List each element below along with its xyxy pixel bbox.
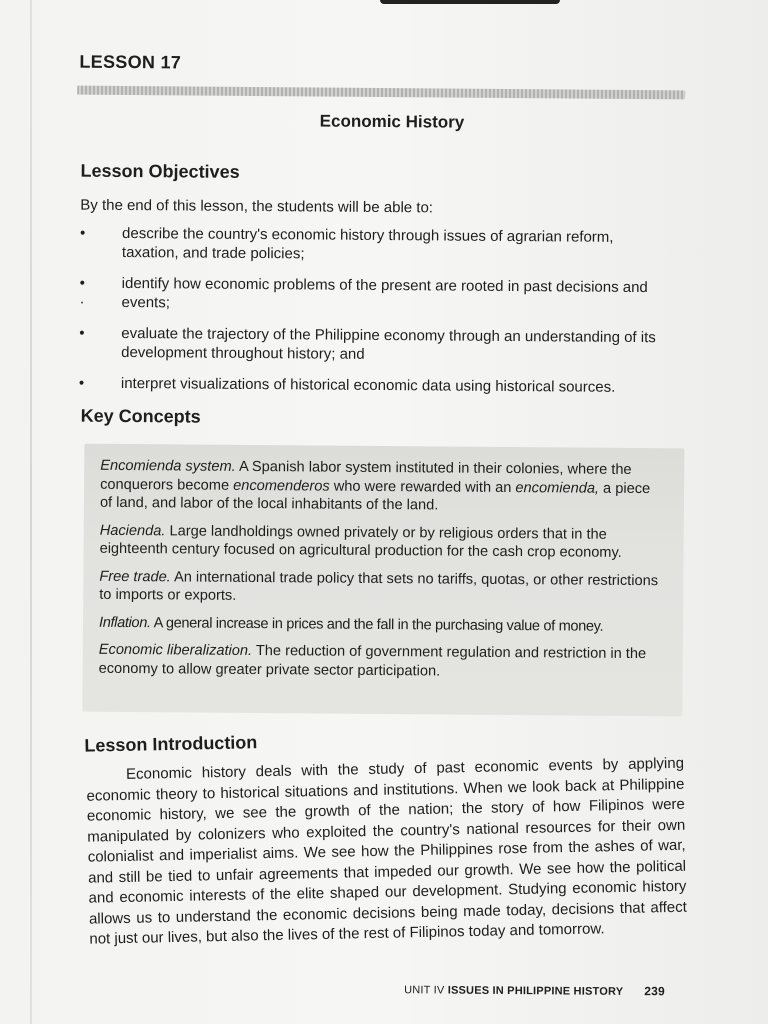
objectives-intro: By the end of this lesson, the students will be able to: [80, 196, 434, 217]
bullet: • · [79, 274, 86, 311]
footer-section: ISSUES IN PHILIPPINE HISTORY [447, 984, 624, 998]
bullet: • [79, 324, 85, 342]
key-concepts-heading: Key Concepts [80, 405, 201, 427]
concept-term: Encomienda system. [100, 457, 236, 475]
concept-definition: An international trade policy that sets no tariffs, quotas, or other restrictions to imports or exports. [99, 568, 659, 604]
concept-definition: A Spanish labor system instituted in their colonies, where the conquerors become [100, 458, 632, 494]
footer-unit: UNIT IV [404, 984, 445, 997]
concept-term: Inflation. [98, 614, 151, 631]
concept-definition: Large landholdings owned privately or by religious orders that in the eighteenth century focused on agricultural production for the cash crop economy. [99, 522, 622, 561]
concept-definition: a piece of land, and labor of the local inhabitants of the land. [99, 480, 651, 514]
concept-item [99, 567, 665, 608]
concept-term: Free trade. [99, 568, 171, 585]
lesson-title: Economic History [319, 111, 465, 132]
concept-italic: encomienda, [515, 479, 600, 497]
concept-item [99, 613, 665, 636]
list-item [80, 224, 670, 267]
lesson-label: LESSON 17 [79, 51, 182, 73]
concept-definition: who were rewarded with an [329, 478, 516, 496]
objectives-list [79, 224, 670, 410]
concept-term: Hacienda. [99, 522, 166, 539]
introduction-paragraph: Economic history deals with the study of past economic events by applying economic theory to historical situations and institutions. When we look back at Philippine economic history, we see the growth of the nation; the story of how Filipinos were manipulated by colonizers who exploited the country's national resources for their own colonialist and imperialist aims. We see how the Philippines rose from the ashes of war, and still be tied to unfair agreements that impeded our growth. We see how the political and economic interests of the elite shaped our development. Studying economic history allows us to understand the economic decisions being made today, decisions that affect not just our lives, but also the lives of the rest of Filipinos today and tomorrow. [86, 754, 688, 948]
introduction-heading: Lesson Introduction [84, 732, 258, 756]
concept-definition: A general increase in prices and the fall in the purchasing value of money. [150, 614, 604, 635]
bullet: • [80, 224, 86, 242]
concept-term: Economic liberalization. [98, 641, 253, 660]
concept-italic: encomenderos [233, 477, 330, 495]
bullet: • [78, 374, 85, 392]
introduction-body [86, 754, 688, 950]
objectives-heading: Lesson Objectives [80, 160, 240, 182]
list-item [79, 374, 669, 398]
objective-text: describe the country's economic history through issues of agrarian reform, taxation, and trade policies; [121, 224, 614, 263]
concept-definition: The reduction of government regulation and restriction in the economy to allow greater private sector participation. [98, 643, 647, 679]
list-item [79, 274, 669, 317]
objective-text: identify how economic problems of the present are rooted in past decisions and events; [121, 274, 648, 312]
concept-item [99, 641, 665, 682]
objective-text: evaluate the trajectory of the Philippine economy through an understanding of its development throughout history; and [121, 324, 656, 363]
concept-item [100, 457, 666, 517]
list-item [79, 324, 669, 367]
objective-text: interpret visualizations of historical economic data using historical sources. [120, 374, 616, 396]
concept-item [100, 521, 666, 562]
page-number: 239 [644, 984, 666, 999]
header-rule [77, 86, 685, 100]
page-footer [404, 982, 665, 998]
key-concepts-list [99, 457, 667, 691]
